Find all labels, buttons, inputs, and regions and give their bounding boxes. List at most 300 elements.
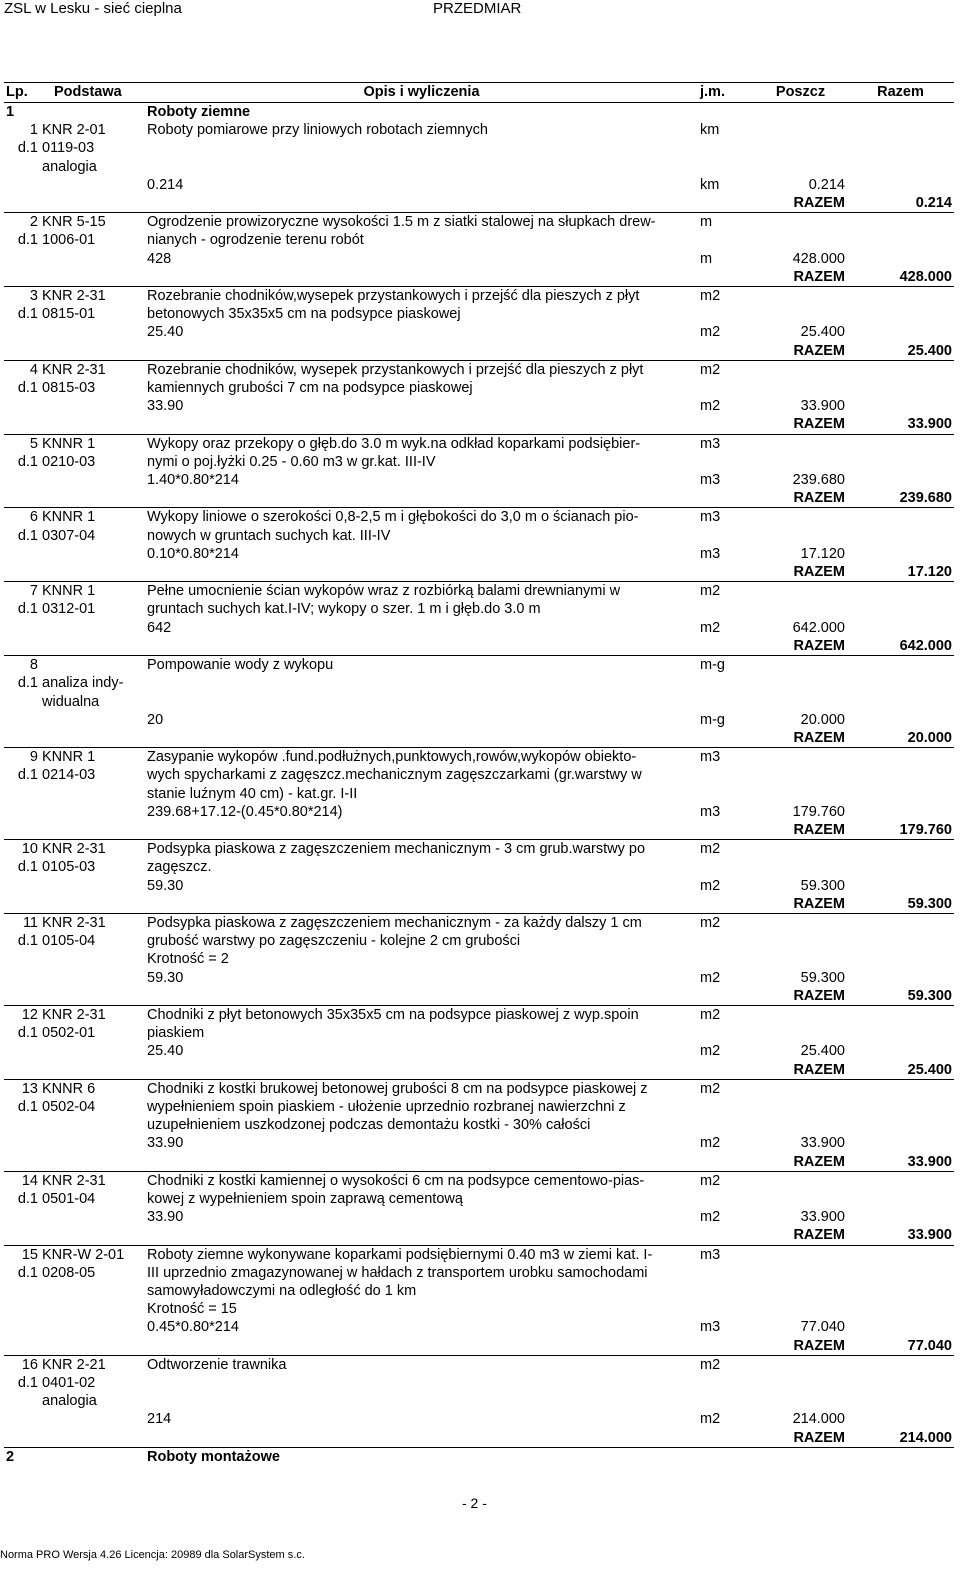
item-row [4, 305, 954, 323]
empty-cell [698, 729, 754, 748]
empty-cell [145, 268, 698, 287]
empty-cell [40, 268, 145, 287]
item-razem: 642.000 [847, 637, 954, 656]
empty-cell [847, 877, 954, 895]
item-unit: m3 [700, 1246, 721, 1263]
item-row [4, 453, 954, 471]
empty-cell [4, 194, 40, 213]
empty-cell [4, 895, 40, 914]
calc-unit: m2 [700, 398, 721, 415]
empty-cell [40, 103, 145, 122]
razem-row [4, 342, 954, 361]
item-calculation: 59.30 [147, 877, 184, 894]
empty-cell [847, 471, 954, 489]
item-unit [698, 693, 754, 711]
empty-cell [4, 969, 40, 987]
item-description: Chodniki z płyt betonowych 35x35x5 cm na podsypce piaskowej z wyp.spoin [147, 1006, 639, 1023]
item-row [4, 1116, 954, 1134]
empty-cell [847, 434, 954, 453]
item-lp: 4 [29, 361, 38, 378]
empty-cell [40, 729, 145, 748]
item-basis: analogia [42, 1393, 97, 1410]
empty-cell [698, 563, 754, 582]
empty-cell [754, 913, 847, 932]
empty-cell [40, 1153, 145, 1172]
item-unit: m2 [700, 288, 721, 305]
item-basis [40, 950, 145, 968]
empty-cell [754, 1392, 847, 1410]
razem-row [4, 1337, 954, 1356]
item-row [4, 379, 954, 397]
empty-cell [4, 637, 40, 656]
razem-label: RAZEM [754, 637, 847, 656]
empty-cell [698, 637, 754, 656]
item-row [4, 360, 954, 379]
empty-cell [754, 674, 847, 692]
item-basis: 1006-01 [42, 232, 96, 249]
empty-cell [847, 1245, 954, 1264]
col-desc: Opis i wyliczenia [145, 83, 698, 103]
razem-label: RAZEM [754, 1226, 847, 1245]
empty-cell [145, 1061, 698, 1080]
item-poszcz: 17.120 [800, 545, 845, 562]
empty-cell [40, 1134, 145, 1152]
item-basis: KNNR 6 [42, 1080, 96, 1097]
item-unit: m3 [700, 749, 721, 766]
item-row [4, 913, 954, 932]
calc-unit: m-g [700, 711, 725, 728]
item-unit [698, 1190, 754, 1208]
razem-row [4, 637, 954, 656]
item-unit: m2 [700, 1006, 721, 1023]
empty-cell [847, 619, 954, 637]
calc-row [4, 711, 954, 729]
item-calculation: 33.90 [147, 398, 184, 415]
item-razem: 17.120 [847, 563, 954, 582]
empty-cell [40, 803, 145, 821]
empty-cell [847, 1079, 954, 1098]
section-title: Roboty montażowe [147, 1448, 280, 1465]
empty-cell [40, 1429, 145, 1448]
item-lp: 6 [29, 509, 38, 526]
empty-cell [4, 1134, 40, 1152]
item-razem: 25.400 [847, 1061, 954, 1080]
item-lp: d.1 [17, 1025, 38, 1042]
item-description: Rozebranie chodników, wysepek przystankowych i przejść dla pieszych z płyt [147, 361, 644, 378]
empty-cell [754, 1245, 847, 1264]
item-poszcz: 59.300 [800, 877, 845, 894]
item-row [4, 840, 954, 859]
item-basis: KNNR 1 [42, 749, 96, 766]
item-lp: d.1 [17, 859, 38, 876]
item-description: Wykopy oraz przekopy o głęb.do 3.0 m wyk.na odkład koparkami podsiębier- [147, 435, 641, 452]
section-row [4, 103, 954, 122]
item-unit [698, 305, 754, 323]
item-unit: m3 [700, 435, 721, 452]
empty-cell [847, 711, 954, 729]
razem-label: RAZEM [754, 489, 847, 508]
razem-row [4, 489, 954, 508]
razem-row [4, 268, 954, 287]
empty-cell [754, 950, 847, 968]
item-row [4, 1190, 954, 1208]
item-unit: m2 [700, 1356, 721, 1373]
empty-cell [4, 1208, 40, 1226]
empty-cell [40, 619, 145, 637]
empty-cell [4, 1061, 40, 1080]
empty-cell [4, 563, 40, 582]
empty-cell [847, 1447, 954, 1466]
empty-cell [145, 489, 698, 508]
item-description: Krotność = 15 [147, 1301, 237, 1318]
item-unit: m [700, 214, 713, 231]
razem-label: RAZEM [754, 563, 847, 582]
item-poszcz: 77.040 [800, 1319, 845, 1336]
item-description: Podsypka piaskowa z zagęszczeniem mechanicznym - za każdy dalszy 1 cm [147, 914, 642, 931]
empty-cell [698, 489, 754, 508]
item-basis: KNR 5-15 [42, 214, 106, 231]
item-lp: 5 [29, 435, 38, 452]
item-basis: analogia [42, 158, 97, 175]
empty-cell [847, 1300, 954, 1318]
empty-cell [754, 748, 847, 767]
calc-unit: m3 [700, 1319, 721, 1336]
item-calculation: 33.90 [147, 1135, 184, 1152]
item-basis: KNR 2-31 [42, 1172, 106, 1189]
empty-cell [145, 342, 698, 361]
item-description: kowej z wypełnieniem spoin zaprawą cementową [147, 1190, 463, 1207]
empty-cell [698, 821, 754, 840]
razem-row [4, 415, 954, 434]
item-lp: d.1 [17, 767, 38, 784]
item-calculation: 642 [147, 619, 172, 636]
item-unit [698, 1282, 754, 1300]
empty-cell [847, 360, 954, 379]
empty-cell [40, 821, 145, 840]
item-row [4, 231, 954, 249]
razem-label: RAZEM [754, 729, 847, 748]
item-lp [4, 158, 40, 176]
item-lp: 2 [29, 214, 38, 231]
calc-row [4, 545, 954, 563]
item-lp: 16 [21, 1356, 38, 1373]
empty-cell [754, 434, 847, 453]
item-row [4, 785, 954, 803]
item-razem: 179.760 [847, 821, 954, 840]
item-basis: KNR-W 2-01 [42, 1246, 125, 1263]
empty-cell [4, 1153, 40, 1172]
empty-cell [4, 1410, 40, 1428]
empty-cell [847, 1318, 954, 1336]
item-basis: 0210-03 [42, 453, 96, 470]
empty-cell [847, 287, 954, 306]
empty-cell [145, 729, 698, 748]
item-unit [698, 379, 754, 397]
empty-cell [4, 342, 40, 361]
item-calculation: 239.68+17.12-(0.45*0.80*214) [147, 803, 343, 820]
item-description: uzupełnieniem uszkodzonej podczas demontażu kostki - 30% całości [147, 1117, 591, 1134]
item-calculation: 428 [147, 250, 172, 267]
item-description: Roboty pomiarowe przy liniowych robotach ziemnych [147, 122, 488, 139]
item-basis: 0307-04 [42, 527, 96, 544]
calc-row [4, 1318, 954, 1336]
item-unit [698, 785, 754, 803]
item-unit [698, 1374, 754, 1392]
empty-cell [847, 1355, 954, 1374]
calc-row [4, 397, 954, 415]
razem-row [4, 987, 954, 1006]
item-row [4, 527, 954, 545]
empty-cell [847, 1024, 954, 1042]
razem-row [4, 563, 954, 582]
item-unit [698, 231, 754, 249]
razem-label: RAZEM [754, 342, 847, 361]
empty-cell [40, 1226, 145, 1245]
empty-cell [847, 176, 954, 194]
empty-cell [847, 1282, 954, 1300]
section-number: 1 [6, 104, 15, 120]
empty-cell [847, 674, 954, 692]
empty-cell [4, 729, 40, 748]
item-basis: KNR 2-31 [42, 288, 106, 305]
empty-cell [847, 1098, 954, 1116]
empty-cell [754, 103, 847, 122]
empty-cell [754, 453, 847, 471]
empty-cell [847, 600, 954, 618]
item-lp: 3 [29, 288, 38, 305]
item-poszcz: 33.900 [800, 398, 845, 415]
razem-row [4, 729, 954, 748]
razem-row [4, 1226, 954, 1245]
empty-cell [40, 877, 145, 895]
item-basis: 0312-01 [42, 601, 96, 618]
calc-unit: km [700, 176, 720, 193]
item-row [4, 858, 954, 876]
item-row [4, 748, 954, 767]
empty-cell [145, 1429, 698, 1448]
empty-cell [847, 1374, 954, 1392]
empty-cell [145, 987, 698, 1006]
item-row [4, 693, 954, 711]
razem-label: RAZEM [754, 268, 847, 287]
empty-cell [847, 785, 954, 803]
razem-label: RAZEM [754, 1337, 847, 1356]
item-poszcz: 33.900 [800, 1135, 845, 1152]
item-description [145, 158, 698, 176]
empty-cell [754, 785, 847, 803]
empty-cell [40, 489, 145, 508]
empty-cell [145, 563, 698, 582]
empty-cell [698, 1337, 754, 1356]
item-calculation: 1.40*0.80*214 [147, 472, 239, 489]
item-lp: 8 [29, 657, 38, 674]
empty-cell [754, 158, 847, 176]
item-lp: 10 [21, 841, 38, 858]
item-lp: d.1 [17, 1190, 38, 1207]
empty-cell [145, 1337, 698, 1356]
item-row [4, 1005, 954, 1024]
empty-cell [698, 194, 754, 213]
empty-cell [754, 1282, 847, 1300]
empty-cell [847, 139, 954, 157]
item-razem: 428.000 [847, 268, 954, 287]
empty-cell [754, 1171, 847, 1190]
section-row [4, 1447, 954, 1466]
razem-row [4, 821, 954, 840]
calc-unit: m2 [700, 324, 721, 341]
item-row [4, 766, 954, 784]
empty-cell [4, 176, 40, 194]
item-lp: d.1 [17, 1375, 38, 1392]
empty-cell [847, 1410, 954, 1428]
empty-cell [4, 1042, 40, 1060]
item-row [4, 950, 954, 968]
empty-cell [847, 1005, 954, 1024]
empty-cell [4, 489, 40, 508]
item-description [145, 1374, 698, 1392]
col-poszcz: Poszcz [754, 83, 847, 103]
empty-cell [754, 508, 847, 527]
page-footer: Norma PRO Wersja 4.26 Licencja: 20989 dla SolarSystem s.c. [0, 1549, 305, 1561]
empty-cell [847, 840, 954, 859]
item-unit [698, 139, 754, 157]
empty-cell [4, 1318, 40, 1336]
empty-cell [754, 527, 847, 545]
empty-cell [754, 582, 847, 601]
empty-cell [754, 1264, 847, 1282]
item-description [145, 139, 698, 157]
empty-cell [847, 250, 954, 268]
razem-row [4, 1061, 954, 1080]
page-header [0, 0, 960, 20]
item-unit [698, 1116, 754, 1134]
item-calculation: 0.10*0.80*214 [147, 545, 239, 562]
item-description: piaskiem [147, 1025, 205, 1042]
item-basis: 0501-04 [42, 1190, 96, 1207]
item-description [145, 693, 698, 711]
item-poszcz: 642.000 [792, 619, 845, 636]
empty-cell [4, 397, 40, 415]
item-description: nianych - ogrodzenie terenu robót [147, 232, 364, 249]
empty-cell [4, 1337, 40, 1356]
empty-cell [145, 1226, 698, 1245]
empty-cell [40, 969, 145, 987]
item-lp [4, 785, 40, 803]
razem-row [4, 1429, 954, 1448]
empty-cell [40, 176, 145, 194]
item-poszcz: 59.300 [800, 969, 845, 986]
empty-cell [754, 656, 847, 675]
empty-cell [847, 932, 954, 950]
empty-cell [145, 1153, 698, 1172]
empty-cell [698, 1447, 754, 1466]
empty-cell [4, 268, 40, 287]
item-poszcz: 25.400 [800, 324, 845, 341]
empty-cell [847, 397, 954, 415]
empty-cell [754, 766, 847, 784]
item-basis [40, 785, 145, 803]
item-poszcz: 179.760 [792, 803, 845, 820]
item-description: wych spycharkami z zagęszcz.mechanicznym zagęszczarkami (gr.warstwy w [147, 767, 642, 784]
razem-label: RAZEM [754, 1061, 847, 1080]
item-lp [4, 1392, 40, 1410]
empty-cell [40, 1318, 145, 1336]
item-unit [698, 932, 754, 950]
item-unit [698, 453, 754, 471]
empty-cell [754, 1079, 847, 1098]
item-row [4, 434, 954, 453]
item-basis: 0401-02 [42, 1375, 96, 1392]
empty-cell [4, 803, 40, 821]
empty-cell [145, 895, 698, 914]
item-lp: 7 [29, 583, 38, 600]
item-description: Chodniki z kostki kamiennej o wysokości 6 cm na podsypce cementowo-pias- [147, 1172, 645, 1189]
item-basis: KNR 2-01 [42, 122, 106, 139]
item-row [4, 158, 954, 176]
item-basis: 0119-03 [42, 140, 95, 157]
item-lp: d.1 [17, 1264, 38, 1281]
item-lp: 13 [21, 1080, 38, 1097]
empty-cell [754, 231, 847, 249]
empty-cell [754, 932, 847, 950]
item-row [4, 1300, 954, 1318]
calc-row [4, 250, 954, 268]
item-lp: d.1 [17, 306, 38, 323]
item-row [4, 600, 954, 618]
item-unit [698, 1264, 754, 1282]
item-lp: 1 [29, 122, 38, 139]
empty-cell [754, 1300, 847, 1318]
empty-cell [847, 1208, 954, 1226]
empty-cell [4, 711, 40, 729]
item-calculation: 25.40 [147, 324, 184, 341]
razem-label: RAZEM [754, 987, 847, 1006]
empty-cell [40, 1410, 145, 1428]
item-row [4, 1392, 954, 1410]
item-unit: m2 [700, 583, 721, 600]
item-lp: d.1 [17, 380, 38, 397]
item-row [4, 1079, 954, 1098]
col-unit: j.m. [698, 83, 754, 103]
empty-cell [754, 213, 847, 232]
item-description: nowych w gruntach suchych kat. III-IV [147, 527, 391, 544]
calc-unit: m2 [700, 1043, 721, 1060]
empty-cell [847, 508, 954, 527]
item-unit: m2 [700, 361, 721, 378]
empty-cell [40, 1337, 145, 1356]
item-description: Chodniki z kostki brukowej betonowej grubości 8 cm na podsypce piaskowej z [147, 1080, 648, 1097]
empty-cell [754, 287, 847, 306]
empty-cell [40, 711, 145, 729]
item-lp: 9 [29, 749, 38, 766]
empty-cell [40, 1447, 145, 1466]
empty-cell [40, 895, 145, 914]
item-razem: 20.000 [847, 729, 954, 748]
item-unit: m2 [700, 1080, 721, 1097]
empty-cell [40, 250, 145, 268]
item-unit [698, 766, 754, 784]
calc-unit: m2 [700, 1411, 721, 1428]
item-razem: 33.900 [847, 415, 954, 434]
calc-row [4, 471, 954, 489]
calc-unit: m2 [700, 1135, 721, 1152]
item-row [4, 932, 954, 950]
item-unit: m2 [700, 914, 721, 931]
empty-cell [754, 1024, 847, 1042]
empty-cell [698, 1226, 754, 1245]
estimate-table [4, 82, 954, 1466]
item-row [4, 656, 954, 675]
